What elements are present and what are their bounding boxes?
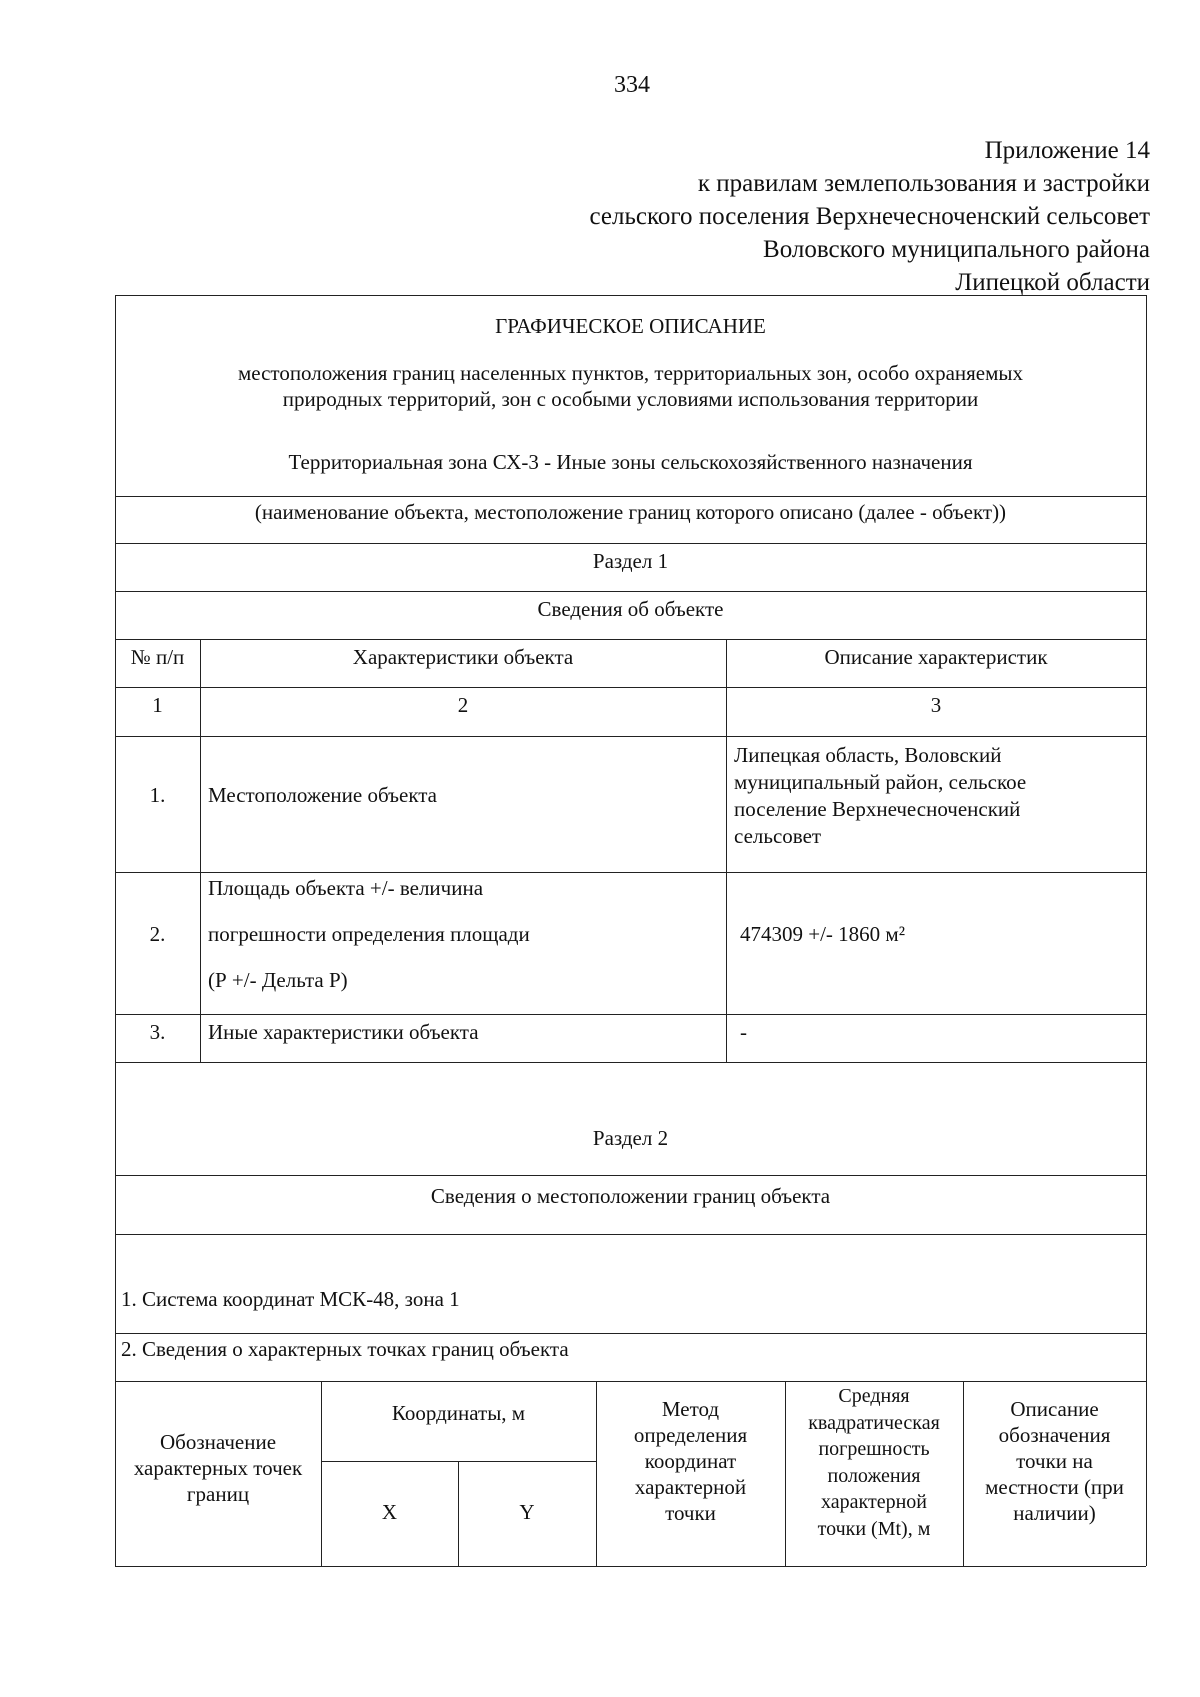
row-description-line: поселение Верхнечесноченский [734, 797, 1021, 821]
column-separator [200, 639, 201, 1062]
divider [115, 543, 1146, 544]
document-table [115, 295, 1146, 1566]
header-line: наличии) [1013, 1501, 1096, 1525]
header-line: характерных точек [133, 1456, 303, 1480]
header-line: Описание [1010, 1397, 1099, 1421]
row-characteristic-line: Площадь объекта +/- величина [208, 876, 484, 900]
row-description: - [740, 1020, 747, 1044]
divider [115, 1062, 1146, 1063]
appendix-heading [590, 134, 1151, 299]
header-coordinates: Координаты, м [391, 1401, 526, 1425]
table-border-right [1146, 295, 1147, 1566]
header-line: погрешность [818, 1438, 930, 1460]
header-line: Метод [661, 1397, 720, 1421]
appendix-line: Липецкой области [955, 269, 1150, 296]
section1-subtitle: Сведения об объекте [537, 597, 724, 621]
row-description-line: муниципальный район, сельское [734, 770, 1027, 794]
divider [115, 1234, 1146, 1235]
header-line: квадратическая [808, 1411, 940, 1434]
divider [115, 639, 1146, 640]
header-line: характерной [821, 1491, 927, 1513]
section1-title: Раздел 1 [592, 549, 669, 573]
column-number: 1 [152, 693, 163, 717]
column-header: № п/п [130, 645, 185, 669]
column-number: 3 [930, 693, 942, 717]
zone-name: Территориальная зона СХ-3 - Иные зоны сельскохозяйственного назначения [288, 450, 973, 474]
row-characteristic: Иные характеристики объекта [208, 1020, 479, 1044]
column-header: Характеристики объекта [352, 645, 574, 669]
divider [115, 1333, 1146, 1334]
table-border-bottom [115, 1566, 1146, 1567]
points-caption: 2. Сведения о характерных точках границ объекта [121, 1337, 569, 1361]
divider [115, 591, 1146, 592]
appendix-line: Приложение 14 [984, 137, 1150, 164]
column-header: Описание характеристик [824, 645, 1048, 669]
row-number: 2. [149, 922, 166, 946]
header-description [963, 1396, 1146, 1526]
header-mse [785, 1383, 963, 1542]
object-caption: (наименование объекта, местоположение границ которого описано (далее - объект)) [254, 500, 1007, 524]
divider [115, 872, 1146, 873]
divider [321, 1461, 596, 1462]
divider [115, 1014, 1146, 1015]
row-description-line: сельсовет [734, 824, 822, 848]
column-number: 2 [457, 693, 469, 717]
row-description: 474309 +/- 1860 м² [740, 922, 906, 946]
header-line: Обозначение [159, 1430, 277, 1454]
row-number: 1. [149, 783, 166, 807]
header-line: обозначения [998, 1423, 1111, 1447]
page-number: 334 [614, 72, 650, 98]
header-designation [115, 1429, 321, 1507]
divider [115, 687, 1146, 688]
appendix-line: к правилам землепользования и застройки [697, 170, 1150, 197]
header-line: Средняя [838, 1385, 910, 1407]
doc-title: ГРАФИЧЕСКОЕ ОПИСАНИЕ [495, 314, 766, 338]
divider [115, 1175, 1146, 1176]
row-characteristic: Местоположение объекта [208, 783, 438, 807]
row-characteristic-line: (Р +/- Дельта Р) [208, 968, 348, 992]
header-line: точки [665, 1501, 716, 1525]
appendix-line: сельского поселения Верхнечесноченский сельсовет [589, 203, 1150, 230]
coordinate-system: 1. Система координат МСК-48, зона 1 [121, 1287, 460, 1311]
divider [115, 736, 1146, 737]
row-characteristic-line: погрешности определения площади [208, 922, 530, 946]
row-description-line: Липецкая область, Воловский [734, 743, 1002, 767]
column-separator [726, 639, 727, 1062]
section2-subtitle: Сведения о местоположении границ объекта [430, 1184, 831, 1208]
divider [115, 496, 1146, 497]
header-line: характерной [634, 1475, 747, 1499]
header-line: определения [633, 1423, 748, 1447]
divider [115, 1381, 1146, 1382]
header-y: Y [519, 1500, 535, 1524]
doc-subtitle-line: местоположения границ населенных пунктов, территориальных зон, особо охраняемых [237, 361, 1024, 385]
header-line: точки на [1016, 1449, 1093, 1473]
table-border-top [115, 295, 1146, 296]
header-line: положения [827, 1464, 921, 1487]
header-line: местности (при [985, 1475, 1124, 1499]
doc-subtitle-line: природных территорий, зон с особыми условиями использования территории [282, 387, 979, 411]
header-method [596, 1396, 785, 1526]
appendix-line: Воловского муниципального района [763, 236, 1150, 263]
section2-title: Раздел 2 [592, 1126, 669, 1150]
header-line: границ [186, 1482, 250, 1506]
header-line: координат [644, 1449, 737, 1473]
header-x: X [381, 1500, 398, 1524]
row-number: 3. [149, 1020, 166, 1044]
header-line: точки (Mt), м [817, 1517, 931, 1540]
